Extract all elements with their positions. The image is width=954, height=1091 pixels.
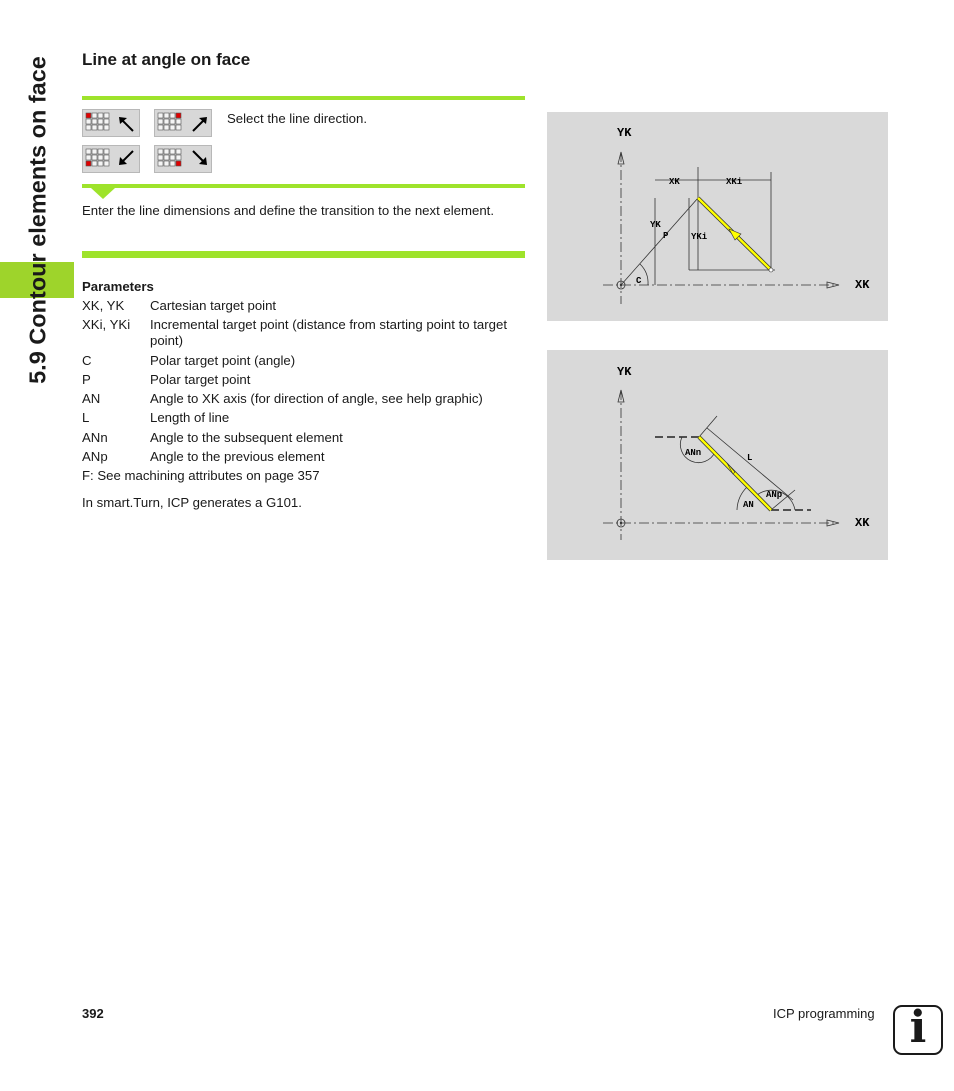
direction-down-left-button[interactable]	[82, 145, 140, 173]
fig1-label-yk: YK	[650, 220, 661, 230]
parameters-heading: Parameters	[82, 279, 154, 294]
fig1-y-axis-label: YK	[617, 126, 632, 140]
step-rule	[82, 184, 525, 188]
fig2-label-ann: ANn	[685, 448, 702, 458]
param-desc: Angle to the subsequent element	[150, 430, 343, 445]
section-rule-top	[82, 96, 525, 100]
fig1-label-xki: XKi	[726, 177, 743, 187]
footer-chapter-name: ICP programming	[773, 1006, 875, 1021]
param-name: L	[82, 410, 90, 425]
param-name: XKi, YKi	[82, 317, 131, 332]
fig2-y-axis-label: YK	[617, 365, 632, 379]
fig2-x-axis-label: XK	[855, 516, 870, 530]
grid-arrow-down-right-icon	[155, 146, 211, 172]
chapter-title-vertical	[16, 30, 60, 410]
fig1-x-axis-label: XK	[855, 278, 870, 292]
fig1-polar-line	[621, 198, 698, 285]
grid-arrow-up-left-icon	[83, 110, 139, 136]
grid-arrow-down-left-icon	[83, 146, 139, 172]
machining-note	[82, 468, 320, 484]
direction-up-right-button[interactable]	[154, 109, 212, 137]
fig1-label-xk: XK	[669, 177, 680, 187]
section-title: Line at angle on face	[82, 50, 251, 69]
param-name: ANp	[82, 449, 108, 464]
param-desc: Angle to XK axis (for direction of angle, see help graphic)	[150, 391, 483, 406]
param-name: C	[82, 353, 92, 368]
direction-instruction: Select the line direction.	[227, 111, 368, 126]
fig1-label-c: C	[636, 276, 642, 286]
fig2-line-element	[699, 437, 771, 510]
param-desc: Polar target point	[150, 372, 251, 387]
figure-angle-length	[547, 350, 888, 560]
param-name: ANn	[82, 430, 108, 445]
param-name: P	[82, 372, 91, 387]
fig2-label-an: AN	[743, 500, 754, 510]
fig2-origin-dot	[620, 522, 622, 524]
info-icon-letter: i	[909, 1002, 927, 1053]
figure-2-drawing	[547, 350, 888, 560]
info-icon	[893, 1002, 943, 1055]
param-desc: Angle to the previous element	[150, 449, 325, 464]
fig1-label-p: P	[663, 231, 669, 241]
fig2-label-l: L	[747, 453, 753, 463]
parameters-rule	[82, 251, 525, 258]
smart-turn-note: In smart.Turn, ICP generates a G101.	[82, 495, 302, 510]
grid-arrow-up-right-icon	[155, 110, 211, 136]
fig1-label-yki: YKi	[691, 232, 708, 242]
direction-up-left-button[interactable]	[82, 109, 140, 137]
chapter-title-text: 5.9 Contour elements on face	[24, 56, 51, 384]
param-name: AN	[82, 391, 101, 406]
param-desc: Cartesian target point	[150, 298, 277, 313]
figure-1-drawing	[547, 112, 888, 321]
machining-note-link[interactable]: F: See machining attributes on page 357	[82, 468, 320, 483]
page-number: 392	[82, 1006, 104, 1021]
step-arrow-marker	[91, 188, 115, 199]
param-desc: Length of line	[150, 410, 230, 425]
direction-down-right-button[interactable]	[154, 145, 212, 173]
param-desc: Polar target point (angle)	[150, 353, 296, 368]
figure-cartesian-polar	[547, 112, 888, 321]
fig1-end-point	[769, 268, 773, 272]
dimension-instruction: Enter the line dimensions and define the transition to the next element.	[82, 203, 494, 218]
param-name: XK, YK	[82, 298, 125, 313]
param-desc: Incremental target point (distance from starting point to target point)	[150, 317, 507, 348]
fig2-label-anp: ANp	[766, 490, 783, 500]
